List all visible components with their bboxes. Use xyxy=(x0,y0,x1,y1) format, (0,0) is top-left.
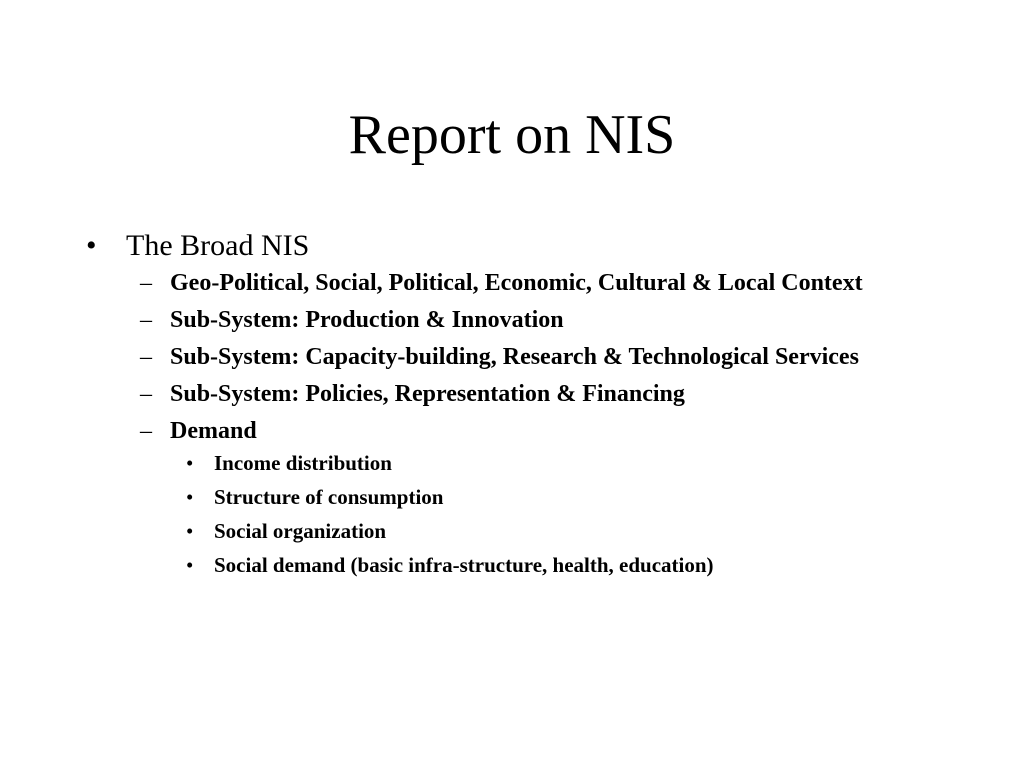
sub-item-text: Sub-System: Capacity-building, Research & Technological Services xyxy=(170,344,859,370)
nested-item-text: Social demand (basic infra-structure, health, education) xyxy=(214,553,714,577)
dash-glyph: – xyxy=(140,307,152,333)
sub-item xyxy=(140,342,946,372)
sub-item-text: Demand xyxy=(170,418,257,444)
nested-item-text: Income distribution xyxy=(214,451,392,475)
slide-title: Report on NIS xyxy=(348,104,676,166)
sub-item xyxy=(140,416,946,578)
bullet-glyph: • xyxy=(86,229,97,262)
bullet-text: The Broad NIS xyxy=(126,229,310,262)
nested-item xyxy=(186,518,946,544)
dash-glyph: – xyxy=(140,418,152,444)
nested-item-text: Structure of consumption xyxy=(214,485,444,509)
bullet-item xyxy=(86,228,946,264)
sub-item-text: Sub-System: Policies, Representation & Financing xyxy=(170,381,685,407)
nested-list xyxy=(170,450,946,578)
nested-item xyxy=(186,450,946,476)
dash-glyph: – xyxy=(140,344,152,370)
bullet-glyph: • xyxy=(186,553,194,577)
nested-item xyxy=(186,484,946,510)
dash-glyph: – xyxy=(140,270,152,296)
slide-body xyxy=(86,228,946,586)
sub-item xyxy=(140,305,946,335)
sub-item-text: Sub-System: Production & Innovation xyxy=(170,307,564,333)
nested-item-text: Social organization xyxy=(214,519,387,543)
bullet-glyph: • xyxy=(186,451,194,475)
sub-list xyxy=(86,268,946,578)
dash-glyph: – xyxy=(140,381,152,407)
sub-item-text: Geo-Political, Social, Political, Economic, Cultural & Local Context xyxy=(170,270,863,296)
sub-item xyxy=(140,379,946,409)
bullet-glyph: • xyxy=(186,485,194,509)
bullet-glyph: • xyxy=(186,519,194,543)
nested-item xyxy=(186,552,946,578)
sub-item xyxy=(140,268,946,298)
